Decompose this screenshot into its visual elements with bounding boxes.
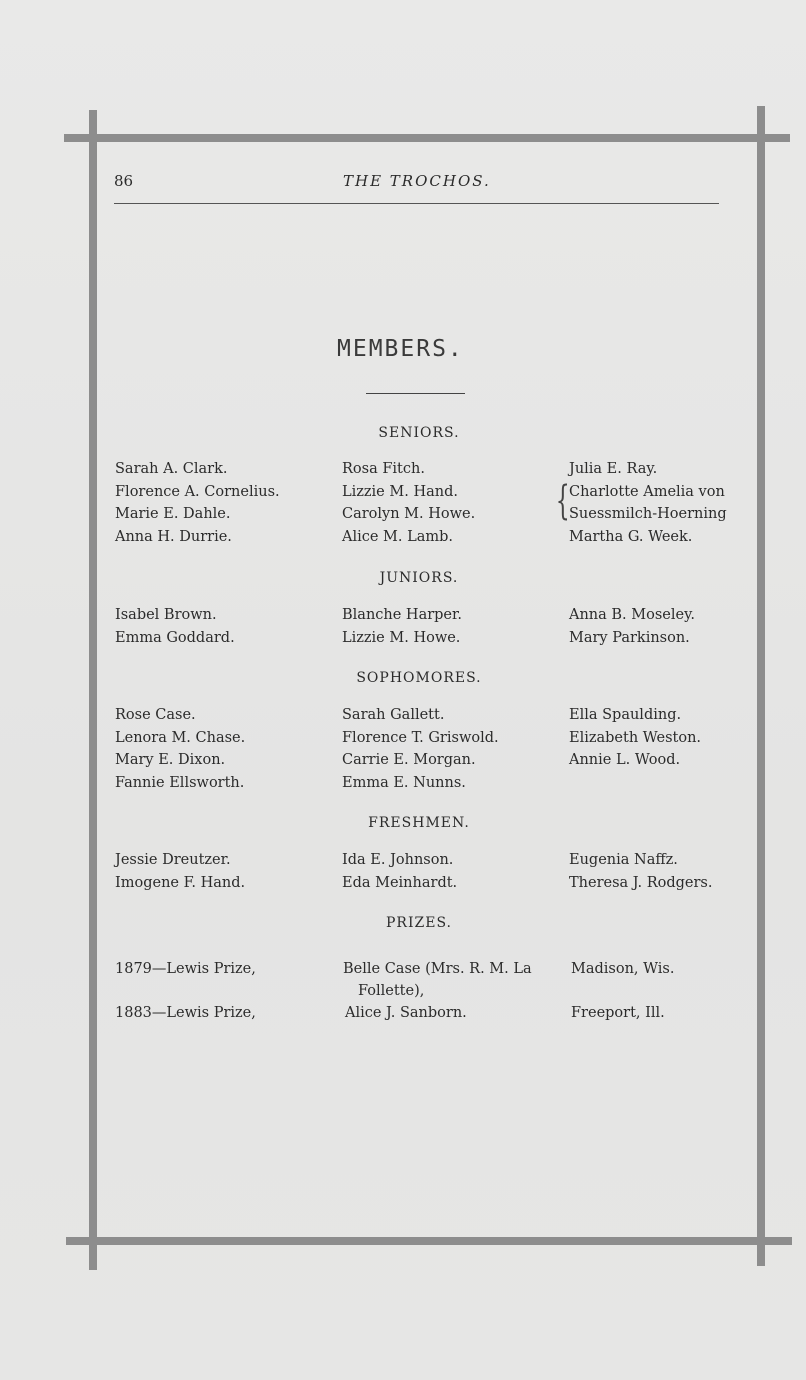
list-item: Jessie Dreutzer. <box>115 852 231 868</box>
list-item: Isabel Brown. <box>115 607 217 623</box>
list-item: Ida E. Johnson. <box>342 852 454 868</box>
list-item: Rose Case. <box>115 707 196 723</box>
list-item: Suessmilch-Hoerning <box>569 506 727 523</box>
sophomores-column-2 <box>342 704 499 794</box>
list-item: Sarah A. Clark. <box>115 461 228 477</box>
list-item: Elizabeth Weston. <box>569 729 702 746</box>
list-item: Anna H. Durrie. <box>115 528 232 545</box>
header-divider <box>114 203 719 204</box>
juniors-column-1 <box>115 604 235 649</box>
list-item: Annie L. Wood. <box>569 752 681 769</box>
list-item: Emma E. Nunns. <box>342 774 466 791</box>
list-item: Charlotte Amelia von <box>569 483 725 500</box>
section-heading-seniors: SENIORS. <box>378 425 460 441</box>
list-item: Rosa Fitch. <box>342 461 425 477</box>
list-item: Emma Goddard. <box>115 629 235 646</box>
freshmen-column-2 <box>342 849 457 894</box>
page-title: MEMBERS. <box>337 336 464 362</box>
list-item: Marie E. Dahle. <box>115 506 231 523</box>
frame-rule-top <box>64 134 790 142</box>
list-item: Fannie Ellsworth. <box>115 774 245 791</box>
prize-recipient-continued: Follette), <box>358 983 425 999</box>
list-item: Florence T. Griswold. <box>342 729 499 746</box>
list-item: Lenora M. Chase. <box>115 729 246 746</box>
list-item: Imogene F. Hand. <box>115 874 246 891</box>
list-item: Martha G. Week. <box>569 528 693 545</box>
frame-rule-left <box>89 110 97 1270</box>
list-item: Blanche Harper. <box>342 607 462 623</box>
list-item: Carolyn M. Howe. <box>342 506 476 523</box>
sophomores-column-3 <box>569 704 701 772</box>
list-item: Anna B. Moseley. <box>569 607 695 623</box>
list-item: Theresa J. Rodgers. <box>569 874 713 891</box>
prize-place: Freeport, Ill. <box>571 1005 665 1021</box>
list-item: Alice M. Lamb. <box>342 528 454 545</box>
prize-place: Madison, Wis. <box>571 961 675 977</box>
list-item: Lizzie M. Howe. <box>342 629 461 646</box>
section-heading-juniors: JUNIORS. <box>379 570 459 586</box>
list-item: Julia E. Ray. <box>569 461 658 477</box>
brace-glyph: { <box>555 478 570 524</box>
freshmen-column-3 <box>569 849 712 894</box>
frame-rule-bottom <box>66 1237 792 1245</box>
seniors-column-3 <box>569 458 727 548</box>
seniors-column-2 <box>342 458 475 548</box>
juniors-column-2 <box>342 604 462 649</box>
list-item: Eugenia Naffz. <box>569 852 678 868</box>
list-item: Lizzie M. Hand. <box>342 483 458 500</box>
prize-award: 1883—Lewis Prize, <box>115 1005 256 1021</box>
prize-recipient: Alice J. Sanborn. <box>345 1005 467 1021</box>
page-number: 86 <box>114 172 134 190</box>
sophomores-column-1 <box>115 704 245 794</box>
prize-award: 1879—Lewis Prize, <box>115 961 256 977</box>
seniors-column-1 <box>115 458 280 548</box>
list-item: Ella Spaulding. <box>569 707 682 723</box>
section-heading-prizes: PRIZES. <box>386 915 452 931</box>
title-divider <box>366 393 465 394</box>
section-heading-sophomores: SOPHOMORES. <box>356 670 482 686</box>
section-heading-freshmen: FRESHMEN. <box>368 815 470 831</box>
list-item: Florence A. Cornelius. <box>115 483 280 500</box>
prize-recipient: Belle Case (Mrs. R. M. La <box>343 961 532 977</box>
list-item: Sarah Gallett. <box>342 707 445 723</box>
juniors-column-3 <box>569 604 695 649</box>
list-item: Eda Meinhardt. <box>342 874 458 891</box>
freshmen-column-1 <box>115 849 245 894</box>
list-item: Mary E. Dixon. <box>115 752 226 769</box>
frame-rule-right <box>757 106 765 1266</box>
running-title: THE TROCHOS. <box>343 172 491 190</box>
list-item: Mary Parkinson. <box>569 629 690 646</box>
list-item: Carrie E. Morgan. <box>342 752 476 769</box>
